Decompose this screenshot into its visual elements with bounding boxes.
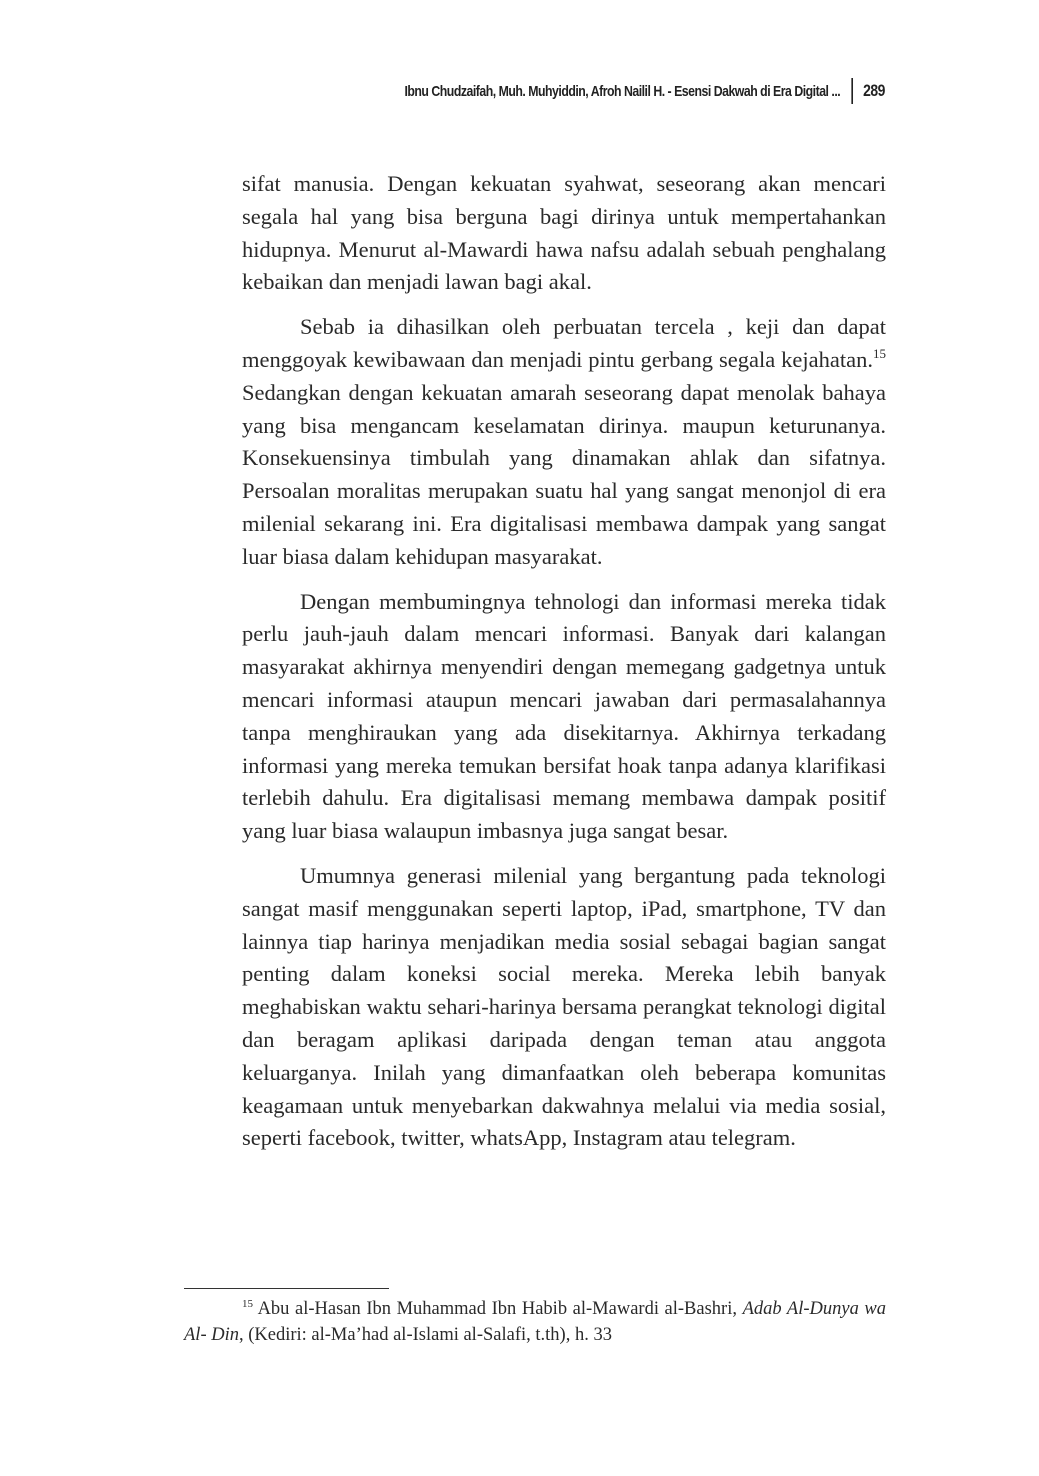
paragraph-4: Umumnya generasi milenial yang bergantung pada teknologi sangat masif menggunakan seperti laptop, iPad, smartphone, TV dan lainnya tiap harinya menjadikan media sosial sebagai bagian sangat penting dalam koneksi social mereka. Mereka lebih banyak meghabiskan waktu sehari-harinya bersama perangkat teknologi digital dan beragam aplikasi daripada dengan teman atau anggota keluarganya. Inilah yang dimanfaatkan oleh beberapa komunitas keagamaan untuk menyebarkan dakwahnya melalui via media sosial, seperti facebook, twitter, whatsApp, Instagram atau telegram. xyxy=(242,862,886,1151)
page-number: 289 xyxy=(863,81,885,100)
running-title: Ibnu Chudzaifah, Muh. Muhyiddin, Afroh Nailil H. - Esensi Dakwah di Era Digital ... xyxy=(404,82,841,100)
paragraph-1: sifat manusia. Dengan kekuatan syahwat, seseorang akan mencari segala hal yang bisa berguna bagi dirinya untuk mempertahankan hidupnya. Menurut al-Mawardi hawa nafsu adalah sebuah penghalang kebaikan dan menjadi lawan bagi akal. xyxy=(242,171,886,295)
footnote-reference[interactable]: 15 xyxy=(873,345,886,361)
footnote-number: 15 xyxy=(242,1298,253,1310)
running-header xyxy=(405,76,885,106)
header-divider xyxy=(852,78,854,104)
footnote-text-after: , (Kediri: al-Ma’had al-Islami al-Salafi, t.th), h. 33 xyxy=(238,1325,612,1345)
paragraph-2-part-b: Sedangkan dengan kekuatan amarah seseorang dapat menolak bahaya yang bisa mengancam keselamatan dirinya. maupun keturunanya. Konsekuensinya timbulah yang dinamakan ahlak dan sifatnya. Persoalan moralitas merupakan suatu hal yang sangat menonjol di era milenial sekarang ini. Era digitalisasi membawa dampak yang sangat luar biasa dalam kehidupan masyarakat. xyxy=(242,379,886,569)
paragraph-2 xyxy=(242,311,886,573)
footnote-book-title: Adab Al-Dunya wa Al- Din xyxy=(184,1299,887,1345)
footnote xyxy=(184,1296,886,1348)
footnote-separator xyxy=(184,1288,389,1289)
main-text xyxy=(242,168,886,1167)
paragraph-2-part-a: Sebab ia dihasilkan oleh perbuatan tercela , keji dan dapat menggoyak kewibawaan dan menjadi pintu gerbang segala kejahatan. xyxy=(242,314,886,372)
paragraph-3: Dengan membumingnya tehnologi dan informasi mereka tidak perlu jauh-jauh dalam mencari informasi. Banyak dari kalangan masyarakat akhirnya menyendiri dengan memegang gadgetnya untuk mencari informasi ataupun mencari jawaban dari permasalahannya tanpa menghiraukan yang ada disekitarnya. Akhirnya terkadang informasi yang mereka temukan bersifat hoak tanpa adanya klarifikasi terlebih dahulu. Era digitalisasi memang membawa dampak positif yang luar biasa walaupun imbasnya juga sangat besar. xyxy=(242,588,886,844)
footnote-text-before: Abu al-Hasan Ibn Muhammad Ibn Habib al-Mawardi al-Bashri, xyxy=(253,1299,743,1319)
